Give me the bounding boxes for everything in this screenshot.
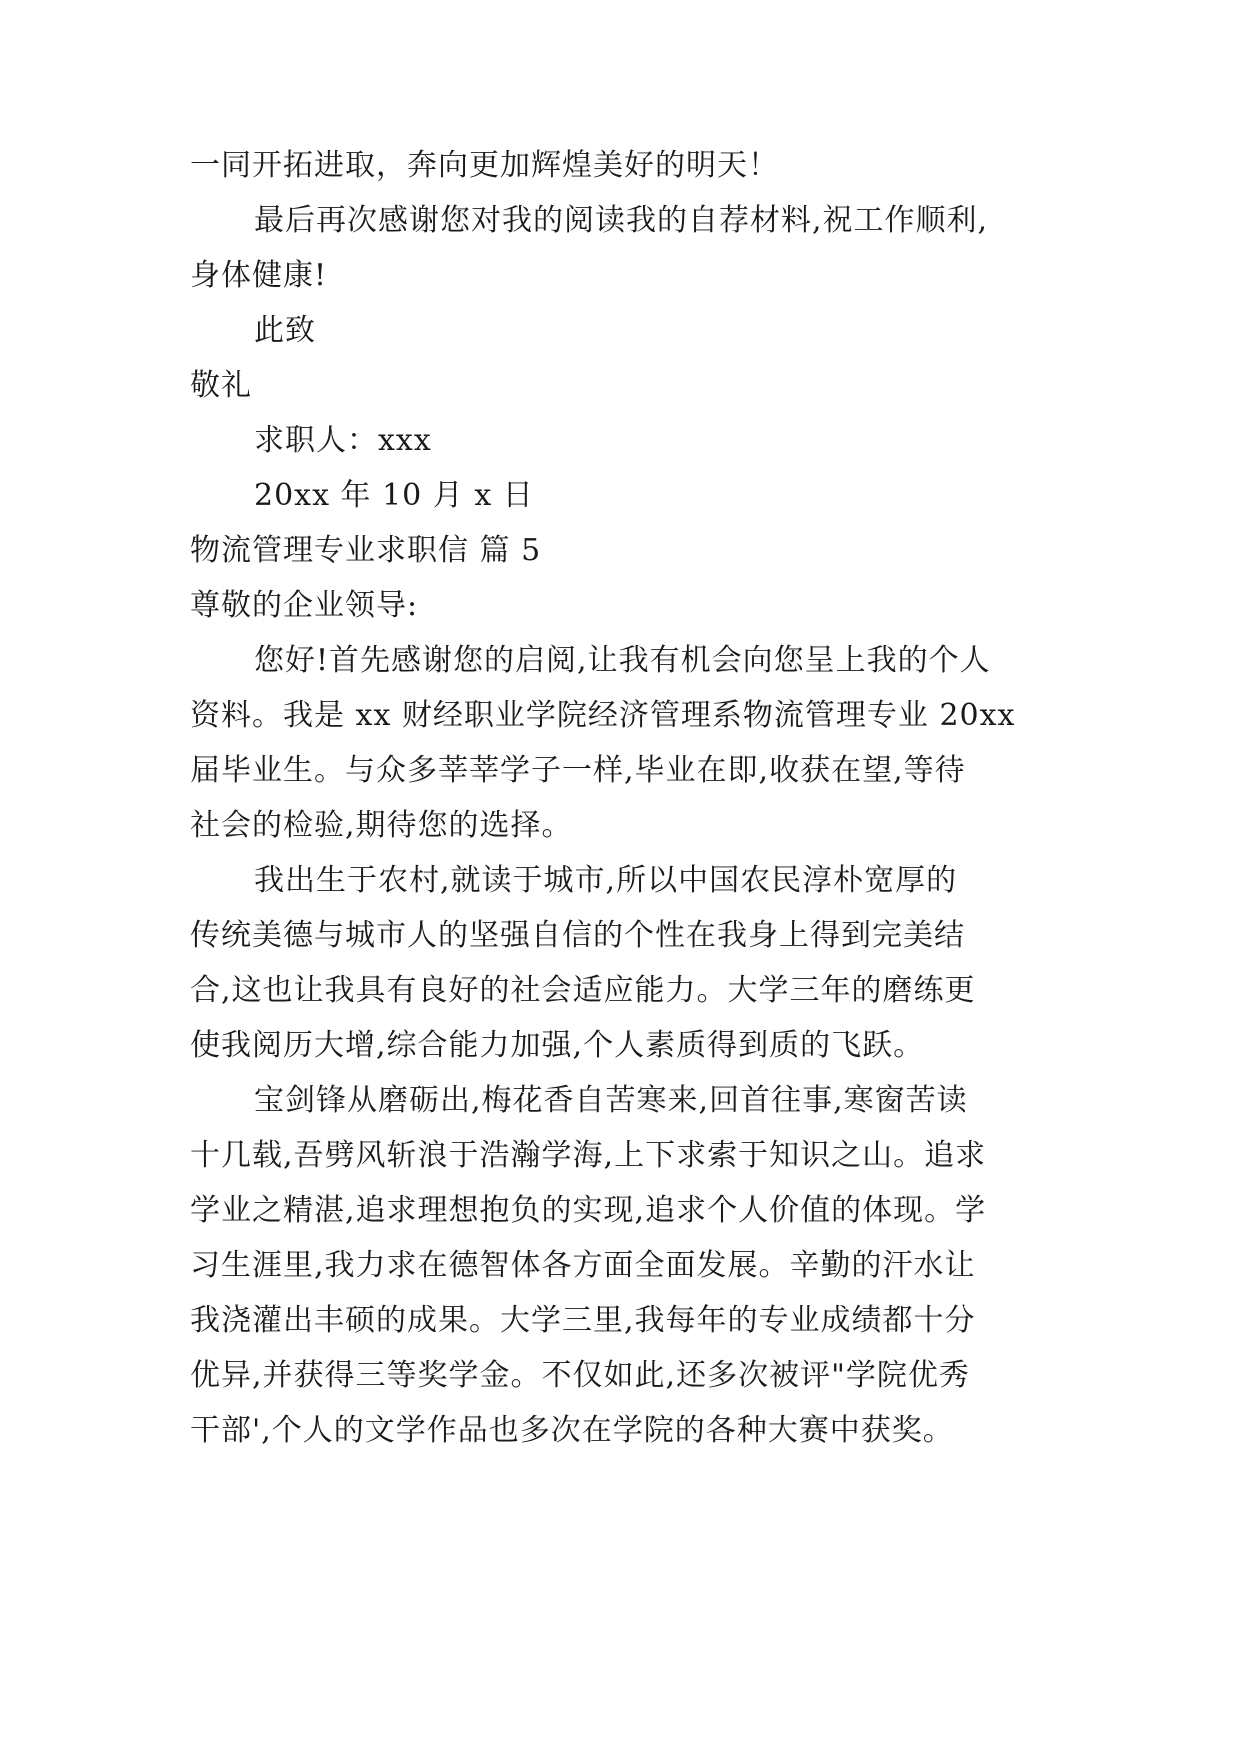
paragraph-line: 学业之精湛,追求理想抱负的实现,追求个人价值的体现。学: [190, 1193, 987, 1228]
date-line: 20xx 年 10 月 x 日: [254, 478, 534, 513]
paragraph-line: 十几载,吾劈风斩浪于浩瀚学海,上下求索于知识之山。追求: [190, 1138, 987, 1173]
paragraph-line: 届毕业生。与众多莘莘学子一样,毕业在即,收获在望,等待: [190, 753, 966, 788]
paragraph-line: 优异,并获得三等奖学金。不仅如此,还多次被评"学院优秀: [190, 1358, 970, 1393]
closing-paragraph-line: 身体健康!: [190, 258, 328, 293]
paragraph-line: 习生涯里,我力求在德智体各方面全面发展。辛勤的汗水让: [190, 1248, 976, 1283]
paragraph-line: 我浇灌出丰硕的成果。大学三里,我每年的专业成绩都十分: [190, 1303, 976, 1338]
greeting-line: 尊敬的企业领导:: [190, 588, 419, 623]
paragraph-line: 使我阅历大增,综合能力加强,个人素质得到质的飞跃。: [190, 1028, 925, 1063]
closing-paragraph-line: 最后再次感谢您对我的阅读我的自荐材料,祝工作顺利,: [254, 203, 989, 238]
paragraph-line: 资料。我是 xx 财经职业学院经济管理系物流管理专业 20xx: [190, 698, 1016, 733]
section-heading: 物流管理专业求职信 篇 5: [190, 533, 542, 568]
signature-line: 求职人：xxx: [254, 423, 432, 458]
paragraph-line: 宝剑锋从磨砺出,梅花香自苦寒来,回首往事,寒窗苦读: [254, 1083, 968, 1118]
salutation-line: 敬礼: [190, 368, 252, 403]
paragraph-line: 合,这也让我具有良好的社会适应能力。大学三年的磨练更: [190, 973, 976, 1008]
paragraph-line: 传统美德与城市人的坚强自信的个性在我身上得到完美结: [190, 918, 965, 953]
paragraph-line: 社会的检验,期待您的选择。: [190, 808, 573, 843]
salutation-line: 此致: [254, 313, 316, 348]
paragraph-line: 干部',个人的文学作品也多次在学院的各种大赛中获奖。: [190, 1413, 954, 1448]
body-text-line: 一同开拓进取，奔向更加辉煌美好的明天！: [190, 148, 779, 183]
paragraph-line: 您好!首先感谢您的启阅,让我有机会向您呈上我的个人: [254, 643, 991, 678]
paragraph-line: 我出生于农村,就读于城市,所以中国农民淳朴宽厚的: [254, 863, 958, 898]
